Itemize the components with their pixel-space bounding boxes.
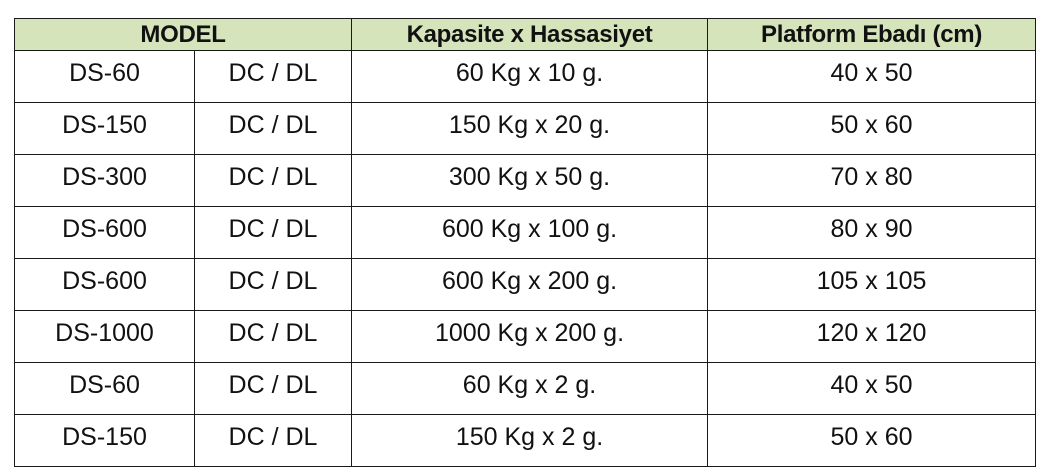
- table-row: [15, 207, 1036, 259]
- type-cell: DC / DL: [195, 259, 352, 311]
- capacity-cell: 150 Kg x 2 g.: [352, 415, 708, 467]
- type-cell: DC / DL: [195, 415, 352, 467]
- platform-cell: 120 x 120: [708, 311, 1036, 363]
- table-row: [15, 155, 1036, 207]
- platform-cell: 70 x 80: [708, 155, 1036, 207]
- header-capacity: Kapasite x Hassasiyet: [352, 19, 708, 51]
- platform-cell: 80 x 90: [708, 207, 1036, 259]
- header-model: MODEL: [15, 19, 352, 51]
- type-cell: DC / DL: [195, 155, 352, 207]
- platform-cell: 105 x 105: [708, 259, 1036, 311]
- capacity-cell: 150 Kg x 20 g.: [352, 103, 708, 155]
- type-cell: DC / DL: [195, 311, 352, 363]
- platform-cell: 40 x 50: [708, 363, 1036, 415]
- table-row: [15, 103, 1036, 155]
- table-header: [15, 19, 1036, 51]
- table-row: [15, 311, 1036, 363]
- table-row: [15, 259, 1036, 311]
- type-cell: DC / DL: [195, 207, 352, 259]
- model-cell: DS-300: [15, 155, 195, 207]
- table-row: [15, 415, 1036, 467]
- spec-table: [14, 18, 1036, 467]
- capacity-cell: 60 Kg x 2 g.: [352, 363, 708, 415]
- capacity-cell: 600 Kg x 200 g.: [352, 259, 708, 311]
- platform-cell: 50 x 60: [708, 415, 1036, 467]
- capacity-cell: 1000 Kg x 200 g.: [352, 311, 708, 363]
- model-cell: DS-150: [15, 103, 195, 155]
- model-cell: DS-600: [15, 259, 195, 311]
- capacity-cell: 300 Kg x 50 g.: [352, 155, 708, 207]
- header-platform: Platform Ebadı (cm): [708, 19, 1036, 51]
- model-cell: DS-60: [15, 363, 195, 415]
- model-cell: DS-150: [15, 415, 195, 467]
- table-body: [15, 51, 1036, 467]
- model-cell: DS-600: [15, 207, 195, 259]
- capacity-cell: 600 Kg x 100 g.: [352, 207, 708, 259]
- type-cell: DC / DL: [195, 103, 352, 155]
- capacity-cell: 60 Kg x 10 g.: [352, 51, 708, 103]
- platform-cell: 50 x 60: [708, 103, 1036, 155]
- type-cell: DC / DL: [195, 51, 352, 103]
- type-cell: DC / DL: [195, 363, 352, 415]
- header-row: [15, 19, 1036, 51]
- table-row: [15, 51, 1036, 103]
- table-row: [15, 363, 1036, 415]
- model-cell: DS-1000: [15, 311, 195, 363]
- platform-cell: 40 x 50: [708, 51, 1036, 103]
- model-cell: DS-60: [15, 51, 195, 103]
